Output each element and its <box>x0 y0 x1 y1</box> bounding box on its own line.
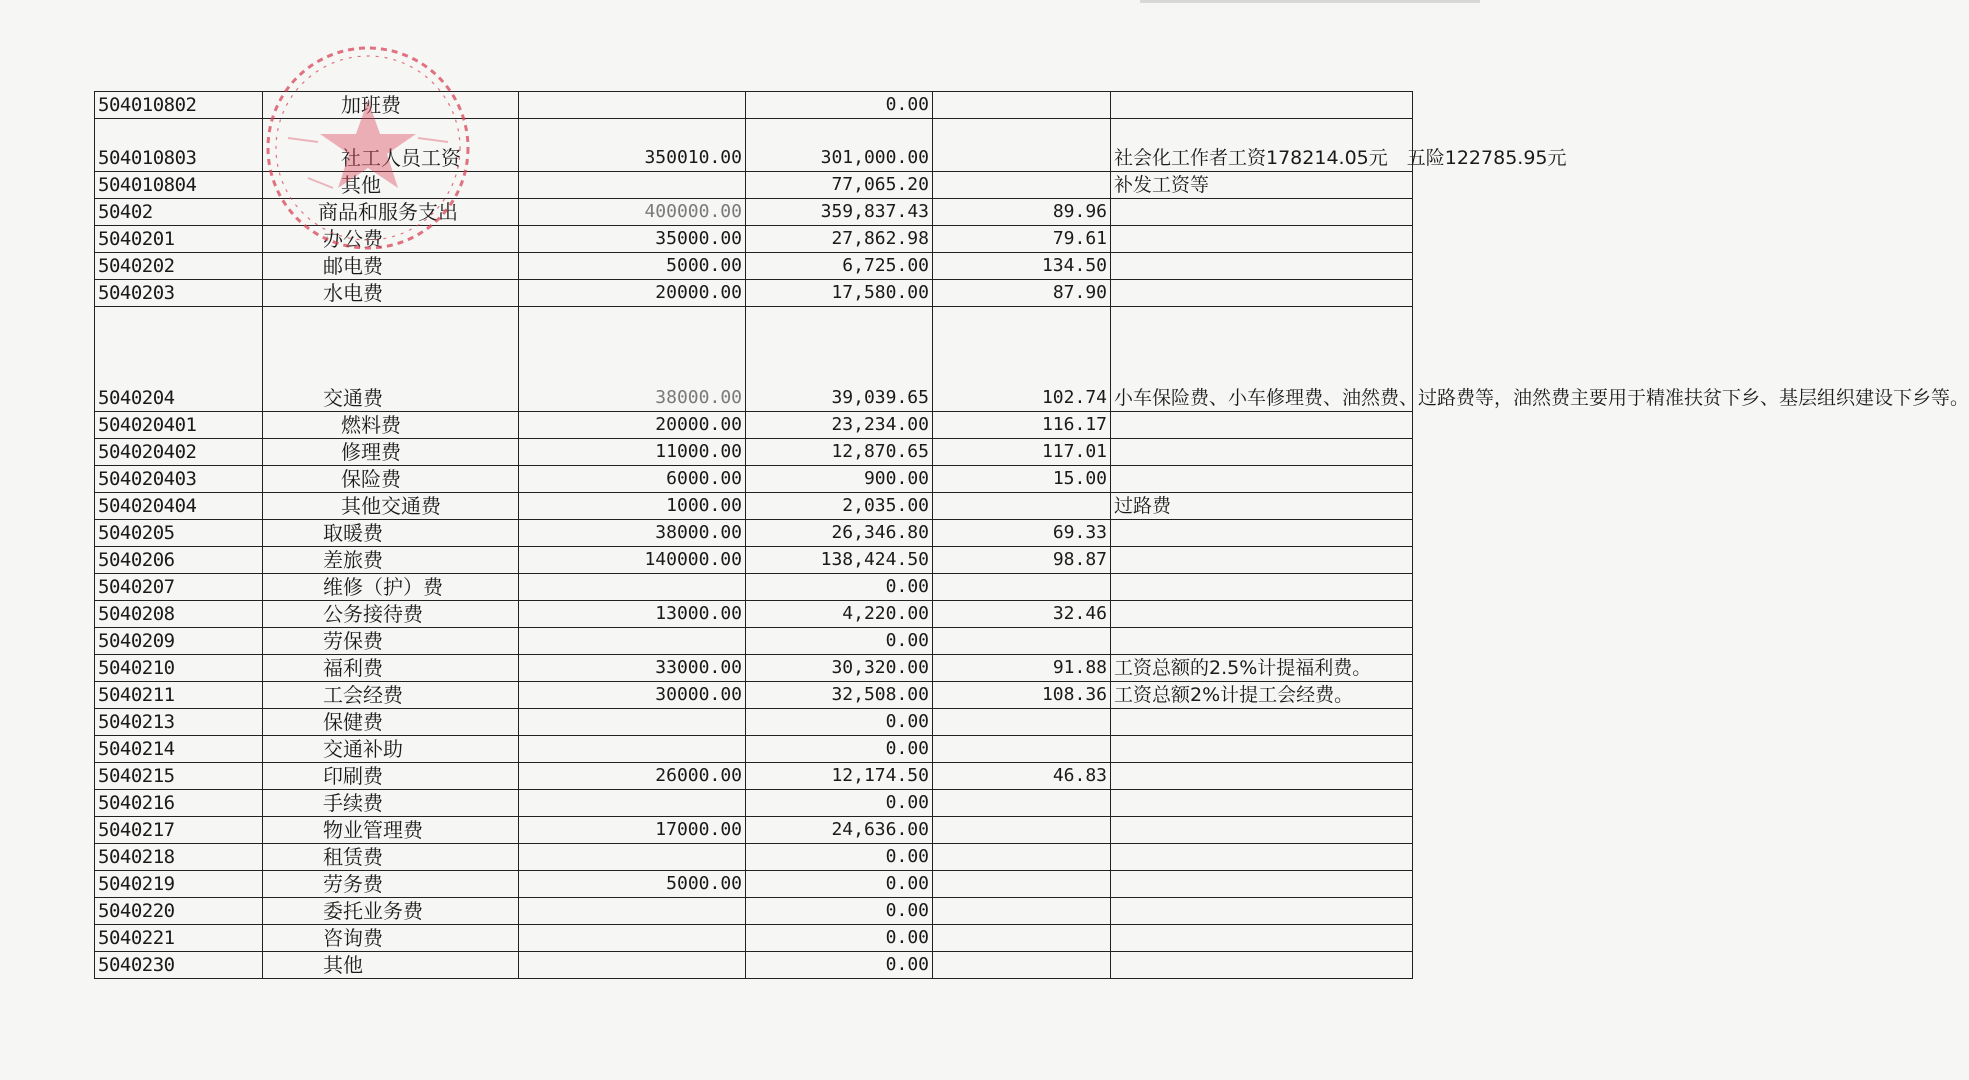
note-cell: 补发工资等 <box>1111 172 1413 199</box>
budget-amount-cell: 13000.00 <box>519 601 746 628</box>
note-cell <box>1111 280 1413 307</box>
execution-ratio-cell <box>933 952 1111 979</box>
budget-table <box>94 91 1969 979</box>
note-cell <box>1111 574 1413 601</box>
item-name-cell: 其他 <box>263 952 519 979</box>
execution-ratio-cell: 116.17 <box>933 412 1111 439</box>
budget-amount-cell: 5000.00 <box>519 253 746 280</box>
item-name-cell: 保险费 <box>263 466 519 493</box>
actual-amount-cell: 0.00 <box>746 952 933 979</box>
item-name-cell: 租赁费 <box>263 844 519 871</box>
account-code-cell: 5040204 <box>95 307 263 412</box>
budget-amount-cell: 6000.00 <box>519 466 746 493</box>
note-cell: 小车保险费、小车修理费、油然费、过路费等，油然费主要用于精准扶贫下乡、基层组织建设下乡等。 <box>1111 307 1413 412</box>
actual-amount-cell: 24,636.00 <box>746 817 933 844</box>
account-code-cell: 5040221 <box>95 925 263 952</box>
actual-amount-cell: 77,065.20 <box>746 172 933 199</box>
account-code-cell: 5040203 <box>95 280 263 307</box>
item-name-cell: 邮电费 <box>263 253 519 280</box>
note-cell <box>1111 466 1413 493</box>
table-row <box>95 601 1413 628</box>
table-row <box>95 280 1413 307</box>
budget-amount-cell: 26000.00 <box>519 763 746 790</box>
table-row <box>95 952 1413 979</box>
item-name-cell: 咨询费 <box>263 925 519 952</box>
actual-amount-cell: 0.00 <box>746 736 933 763</box>
note-cell: 过路费 <box>1111 493 1413 520</box>
actual-amount-cell: 138,424.50 <box>746 547 933 574</box>
budget-amount-cell: 11000.00 <box>519 439 746 466</box>
note-cell <box>1111 844 1413 871</box>
actual-amount-cell: 27,862.98 <box>746 226 933 253</box>
table-row <box>95 493 1413 520</box>
table-row <box>95 226 1413 253</box>
item-name-cell: 交通费 <box>263 307 519 412</box>
actual-amount-cell: 0.00 <box>746 92 933 119</box>
table-row <box>95 817 1413 844</box>
account-code-cell: 5040206 <box>95 547 263 574</box>
actual-amount-cell: 0.00 <box>746 790 933 817</box>
item-name-cell: 办公费 <box>263 226 519 253</box>
budget-amount-cell <box>519 709 746 736</box>
execution-ratio-cell <box>933 790 1111 817</box>
item-name-cell: 维修（护）费 <box>263 574 519 601</box>
note-cell <box>1111 547 1413 574</box>
budget-amount-cell: 30000.00 <box>519 682 746 709</box>
execution-ratio-cell <box>933 119 1111 172</box>
execution-ratio-cell: 91.88 <box>933 655 1111 682</box>
budget-amount-cell <box>519 898 746 925</box>
item-name-cell: 取暖费 <box>263 520 519 547</box>
item-name-cell: 社工人员工资 <box>263 119 519 172</box>
budget-amount-cell: 20000.00 <box>519 280 746 307</box>
note-cell <box>1111 898 1413 925</box>
execution-ratio-cell: 79.61 <box>933 226 1111 253</box>
table-row <box>95 844 1413 871</box>
note-cell <box>1111 628 1413 655</box>
account-code-cell: 504020401 <box>95 412 263 439</box>
account-code-cell: 5040215 <box>95 763 263 790</box>
item-name-cell: 委托业务费 <box>263 898 519 925</box>
execution-ratio-cell <box>933 92 1111 119</box>
execution-ratio-cell: 108.36 <box>933 682 1111 709</box>
actual-amount-cell: 0.00 <box>746 709 933 736</box>
actual-amount-cell: 12,174.50 <box>746 763 933 790</box>
execution-ratio-cell: 32.46 <box>933 601 1111 628</box>
account-code-cell: 5040202 <box>95 253 263 280</box>
execution-ratio-cell <box>933 709 1111 736</box>
account-code-cell: 5040209 <box>95 628 263 655</box>
note-cell <box>1111 763 1413 790</box>
budget-amount-cell <box>519 92 746 119</box>
table-row <box>95 763 1413 790</box>
actual-amount-cell: 2,035.00 <box>746 493 933 520</box>
note-cell <box>1111 790 1413 817</box>
account-code-cell: 504020403 <box>95 466 263 493</box>
note-cell <box>1111 952 1413 979</box>
note-cell <box>1111 199 1413 226</box>
table-row <box>95 439 1413 466</box>
account-code-cell: 504020404 <box>95 493 263 520</box>
note-cell <box>1111 253 1413 280</box>
item-name-cell: 水电费 <box>263 280 519 307</box>
execution-ratio-cell <box>933 844 1111 871</box>
item-name-cell: 其他 <box>263 172 519 199</box>
note-cell: 工资总额2%计提工会经费。 <box>1111 682 1413 709</box>
budget-amount-cell <box>519 736 746 763</box>
actual-amount-cell: 32,508.00 <box>746 682 933 709</box>
account-code-cell: 504010802 <box>95 92 263 119</box>
note-cell <box>1111 736 1413 763</box>
page-edge <box>1140 0 1480 3</box>
actual-amount-cell: 23,234.00 <box>746 412 933 439</box>
account-code-cell: 5040217 <box>95 817 263 844</box>
table-row <box>95 925 1413 952</box>
item-name-cell: 劳保费 <box>263 628 519 655</box>
budget-amount-cell: 140000.00 <box>519 547 746 574</box>
account-code-cell: 5040211 <box>95 682 263 709</box>
actual-amount-cell: 39,039.65 <box>746 307 933 412</box>
item-name-cell: 物业管理费 <box>263 817 519 844</box>
budget-amount-cell: 33000.00 <box>519 655 746 682</box>
execution-ratio-cell <box>933 172 1111 199</box>
budget-amount-cell <box>519 628 746 655</box>
budget-amount-cell: 20000.00 <box>519 412 746 439</box>
item-name-cell: 其他交通费 <box>263 493 519 520</box>
table-row <box>95 871 1413 898</box>
account-code-cell: 5040208 <box>95 601 263 628</box>
table-row <box>95 547 1413 574</box>
actual-amount-cell: 30,320.00 <box>746 655 933 682</box>
account-code-cell: 5040213 <box>95 709 263 736</box>
account-code-cell: 5040205 <box>95 520 263 547</box>
budget-sheet <box>94 91 1969 979</box>
budget-table-body <box>95 92 1969 979</box>
note-cell <box>1111 226 1413 253</box>
execution-ratio-cell <box>933 574 1111 601</box>
table-row <box>95 466 1413 493</box>
account-code-cell: 50402 <box>95 199 263 226</box>
item-name-cell: 公务接待费 <box>263 601 519 628</box>
account-code-cell: 5040230 <box>95 952 263 979</box>
table-row <box>95 682 1413 709</box>
budget-amount-cell: 5000.00 <box>519 871 746 898</box>
note-cell <box>1111 601 1413 628</box>
account-code-cell: 504020402 <box>95 439 263 466</box>
budget-amount-cell: 1000.00 <box>519 493 746 520</box>
item-name-cell: 工会经费 <box>263 682 519 709</box>
execution-ratio-cell <box>933 493 1111 520</box>
note-cell <box>1111 709 1413 736</box>
account-code-cell: 5040210 <box>95 655 263 682</box>
budget-amount-cell: 350010.00 <box>519 119 746 172</box>
execution-ratio-cell <box>933 817 1111 844</box>
note-cell <box>1111 520 1413 547</box>
note-cell <box>1111 925 1413 952</box>
actual-amount-cell: 26,346.80 <box>746 520 933 547</box>
execution-ratio-cell <box>933 871 1111 898</box>
execution-ratio-cell: 134.50 <box>933 253 1111 280</box>
budget-amount-cell <box>519 574 746 601</box>
actual-amount-cell: 900.00 <box>746 466 933 493</box>
account-code-cell: 5040201 <box>95 226 263 253</box>
note-cell: 工资总额的2.5%计提福利费。 <box>1111 655 1413 682</box>
note-cell <box>1111 92 1413 119</box>
item-name-cell: 印刷费 <box>263 763 519 790</box>
execution-ratio-cell <box>933 898 1111 925</box>
budget-amount-cell: 35000.00 <box>519 226 746 253</box>
table-row <box>95 412 1413 439</box>
actual-amount-cell: 359,837.43 <box>746 199 933 226</box>
account-code-cell: 5040207 <box>95 574 263 601</box>
execution-ratio-cell: 117.01 <box>933 439 1111 466</box>
budget-amount-cell: 38000.00 <box>519 307 746 412</box>
table-row <box>95 628 1413 655</box>
execution-ratio-cell <box>933 736 1111 763</box>
note-cell <box>1111 817 1413 844</box>
item-name-cell: 劳务费 <box>263 871 519 898</box>
table-row <box>95 574 1413 601</box>
actual-amount-cell: 0.00 <box>746 925 933 952</box>
account-code-cell: 5040214 <box>95 736 263 763</box>
execution-ratio-cell: 98.87 <box>933 547 1111 574</box>
budget-amount-cell <box>519 952 746 979</box>
account-code-cell: 5040218 <box>95 844 263 871</box>
table-row <box>95 253 1413 280</box>
execution-ratio-cell: 69.33 <box>933 520 1111 547</box>
budget-amount-cell <box>519 790 746 817</box>
execution-ratio-cell: 15.00 <box>933 466 1111 493</box>
actual-amount-cell: 301,000.00 <box>746 119 933 172</box>
actual-amount-cell: 12,870.65 <box>746 439 933 466</box>
actual-amount-cell: 0.00 <box>746 871 933 898</box>
execution-ratio-cell: 87.90 <box>933 280 1111 307</box>
account-code-cell: 5040219 <box>95 871 263 898</box>
item-name-cell: 燃料费 <box>263 412 519 439</box>
table-row <box>95 709 1413 736</box>
budget-amount-cell: 400000.00 <box>519 199 746 226</box>
item-name-cell: 保健费 <box>263 709 519 736</box>
note-cell <box>1111 439 1413 466</box>
item-name-cell: 福利费 <box>263 655 519 682</box>
execution-ratio-cell: 89.96 <box>933 199 1111 226</box>
item-name-cell: 商品和服务支出 <box>263 199 519 226</box>
budget-amount-cell <box>519 844 746 871</box>
budget-amount-cell: 17000.00 <box>519 817 746 844</box>
table-row <box>95 172 1413 199</box>
actual-amount-cell: 17,580.00 <box>746 280 933 307</box>
actual-amount-cell: 0.00 <box>746 574 933 601</box>
table-row <box>95 199 1413 226</box>
item-name-cell: 差旅费 <box>263 547 519 574</box>
table-row <box>95 898 1413 925</box>
table-row <box>95 92 1413 119</box>
account-code-cell: 5040220 <box>95 898 263 925</box>
table-row <box>95 119 1413 172</box>
budget-amount-cell <box>519 172 746 199</box>
execution-ratio-cell <box>933 628 1111 655</box>
item-name-cell: 交通补助 <box>263 736 519 763</box>
note-cell: 社会化工作者工资178214.05元 五险122785.95元 <box>1111 119 1413 172</box>
account-code-cell: 504010803 <box>95 119 263 172</box>
table-row <box>95 520 1413 547</box>
item-name-cell: 修理费 <box>263 439 519 466</box>
actual-amount-cell: 6,725.00 <box>746 253 933 280</box>
actual-amount-cell: 0.00 <box>746 844 933 871</box>
actual-amount-cell: 0.00 <box>746 628 933 655</box>
table-row <box>95 790 1413 817</box>
execution-ratio-cell: 46.83 <box>933 763 1111 790</box>
item-name-cell: 手续费 <box>263 790 519 817</box>
execution-ratio-cell <box>933 925 1111 952</box>
budget-amount-cell: 38000.00 <box>519 520 746 547</box>
budget-amount-cell <box>519 925 746 952</box>
account-code-cell: 5040216 <box>95 790 263 817</box>
table-row <box>95 307 1413 412</box>
account-code-cell: 504010804 <box>95 172 263 199</box>
actual-amount-cell: 4,220.00 <box>746 601 933 628</box>
note-cell <box>1111 412 1413 439</box>
item-name-cell: 加班费 <box>263 92 519 119</box>
actual-amount-cell: 0.00 <box>746 898 933 925</box>
execution-ratio-cell: 102.74 <box>933 307 1111 412</box>
table-row <box>95 736 1413 763</box>
table-row <box>95 655 1413 682</box>
note-cell <box>1111 871 1413 898</box>
